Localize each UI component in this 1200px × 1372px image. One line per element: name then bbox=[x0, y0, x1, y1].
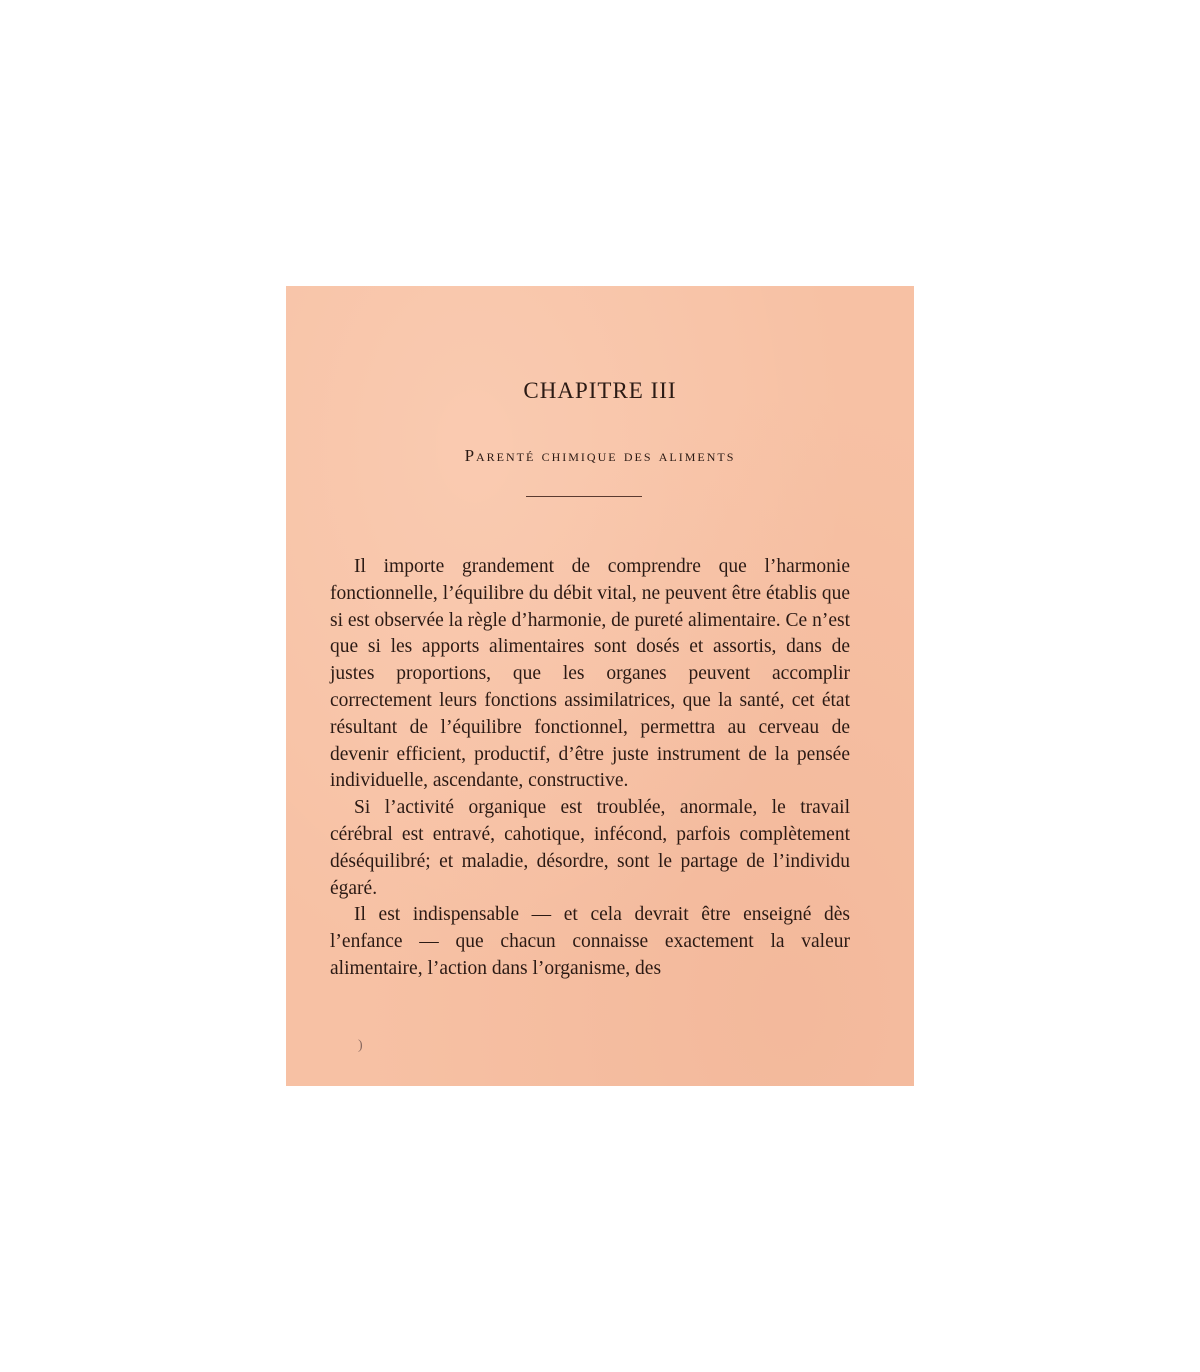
paragraph: Il est indispensable — et cela devrait être enseigné dès l’enfance — que chacun connaisse exactement la valeur alimentaire, l’action dans l’organisme, des bbox=[330, 904, 850, 979]
chapter-title: CHAPITRE III bbox=[523, 378, 677, 403]
book-page bbox=[286, 286, 914, 1086]
section-title: Parenté chimique des aliments bbox=[464, 446, 736, 465]
divider-rule bbox=[526, 496, 642, 497]
corner-mark: ) bbox=[358, 1038, 363, 1053]
body-text bbox=[330, 554, 850, 983]
paragraph: Si l’activité organique est troublée, anormale, le travail cérébral est entravé, cahotique, infécond, parfois complètement déséquilibré; et maladie, désordre, sont le partage de l’individu égaré. bbox=[330, 797, 850, 899]
paragraph: Il importe grandement de comprendre que l’harmonie fonctionnelle, l’équilibre du débit vital, ne peuvent être établis que si est observée la règle d’harmonie, de pureté alimentaire. Ce n’est que si les apports alimentaires sont dosés et assortis, dans de justes proportions, que les organes peuvent accomplir correctement leurs fonctions assimilatrices, que la santé, cet état résultant de l’équilibre fonctionnel, permettra au cerveau de devenir efficient, productif, d’être juste instrument de la pensée individuelle, ascendante, constructive. bbox=[330, 556, 850, 792]
